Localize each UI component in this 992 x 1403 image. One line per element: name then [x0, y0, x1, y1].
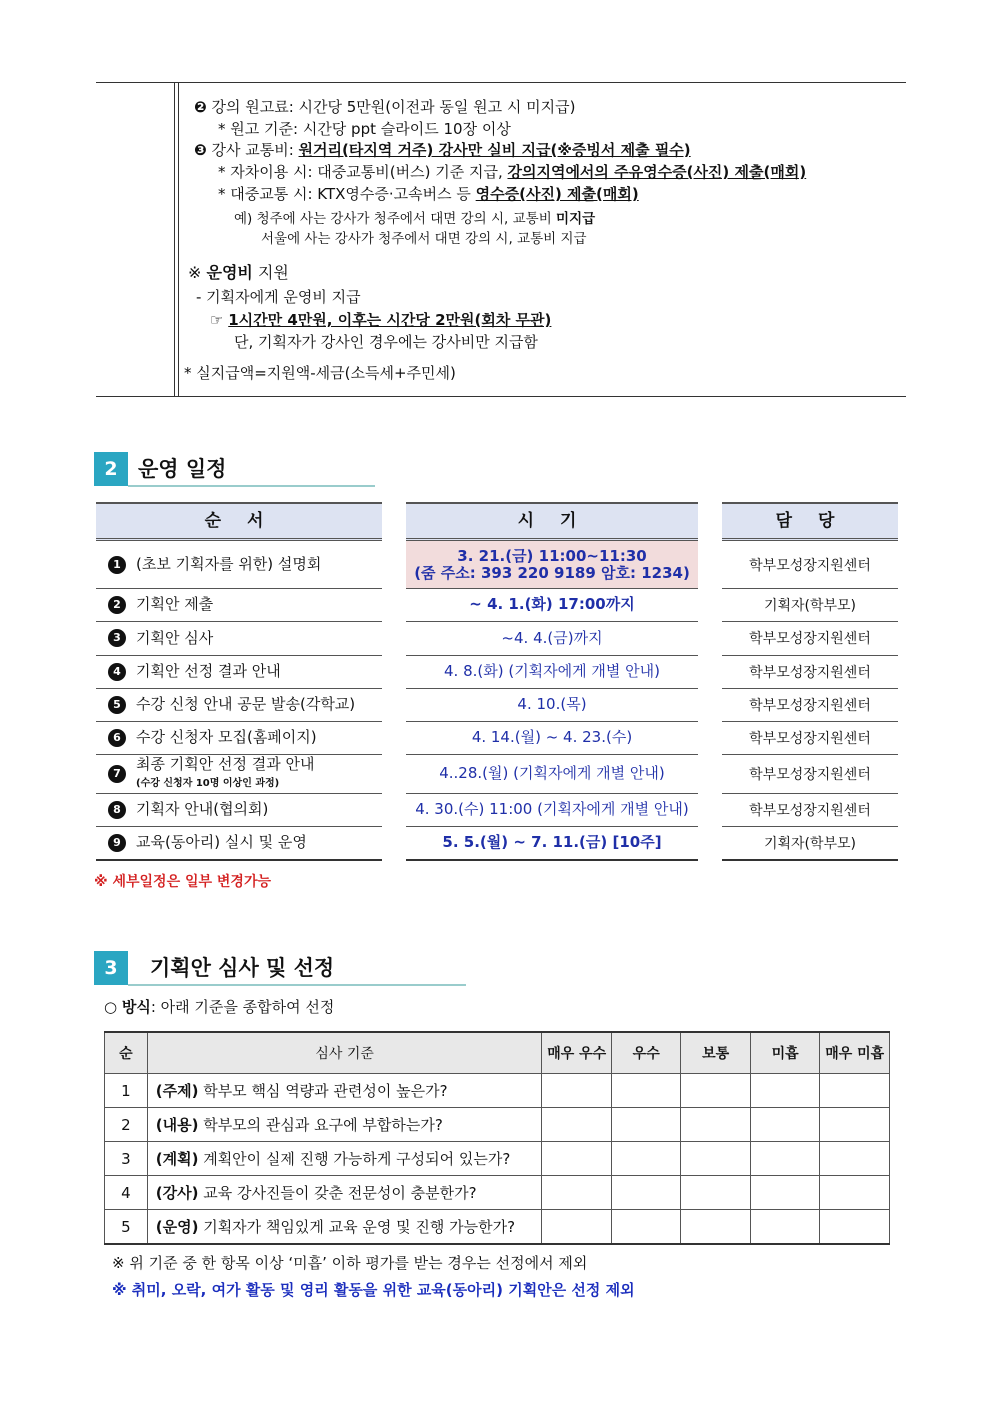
example-line-2: 서울에 사는 강사가 청주에서 대면 강의 시, 교통비 지급 — [261, 231, 587, 247]
lecture-fee-line: ❷ 강의 원고료: 시간당 5만원(이전과 동일 원고 시 미지급) — [194, 98, 576, 116]
step-number-icon: 1 — [108, 556, 126, 574]
col-average: 보통 — [681, 1032, 750, 1074]
criteria-number: 2 — [105, 1108, 148, 1142]
operating-cost-exception: 단, 기획자가 강사인 경우에는 강사비만 지급함 — [234, 333, 538, 351]
section-number: 2 — [94, 452, 128, 486]
step-number-icon: 4 — [108, 663, 126, 681]
criteria-number: 5 — [105, 1210, 148, 1245]
schedule-time — [406, 721, 698, 754]
time-label: 3. 21.(금) 11:00~11:30 — [457, 546, 647, 565]
criteria-question — [147, 1108, 542, 1142]
col-no: 순 — [105, 1032, 148, 1074]
schedule-time — [406, 621, 698, 655]
step-number-icon: 2 — [108, 596, 126, 614]
transport-fee-line: ❸ 강사 교통비: 원거리(타지역 거주) 강사만 실비 지급(※증빙서 제출 필수) — [194, 141, 691, 159]
rating-cell[interactable] — [820, 1210, 890, 1245]
criteria-tag: (운영) — [155, 1218, 199, 1236]
task-text — [136, 696, 355, 713]
task-text — [136, 663, 281, 680]
col-excellent: 매우 우수 — [542, 1032, 611, 1074]
criteria-row — [105, 1142, 890, 1176]
criteria-table — [104, 1031, 890, 1245]
schedule-time — [406, 826, 698, 859]
step-number-icon: 7 — [108, 765, 126, 783]
rating-cell[interactable] — [542, 1210, 611, 1245]
step-number-icon: 3 — [108, 629, 126, 647]
schedule-task — [96, 588, 382, 621]
rating-cell[interactable] — [542, 1142, 611, 1176]
col-good: 우수 — [611, 1032, 680, 1074]
schedule-owner: 학부모성장지원센터 — [749, 557, 871, 574]
rating-cell[interactable] — [611, 1210, 680, 1245]
col-poor: 미흡 — [750, 1032, 819, 1074]
rating-cell[interactable] — [820, 1108, 890, 1142]
time-label: 5. 5.(월) ~ 7. 11.(금) [10주] — [442, 833, 662, 851]
task-text — [136, 834, 307, 851]
schedule-time — [406, 793, 698, 826]
task-text — [136, 630, 213, 647]
marker-2: ❷ — [194, 98, 207, 116]
rating-cell[interactable] — [681, 1142, 750, 1176]
time-label: 4. 10.(목) — [517, 695, 587, 713]
criteria-tag: (주제) — [155, 1082, 199, 1100]
criteria-tag: (내용) — [155, 1116, 199, 1134]
schedule-owner: 학부모성장지원센터 — [749, 664, 871, 681]
schedule-task — [96, 721, 382, 754]
criteria-text: 학부모의 관심과 요구에 부합하는가? — [198, 1116, 443, 1134]
schedule-time — [406, 754, 698, 793]
exclusion-note: ※ 취미, 오락, 여가 활동 및 영리 활동을 위한 교육(동아리) 기획안은 선정 제외 — [112, 1281, 635, 1299]
rating-cell[interactable] — [611, 1142, 680, 1176]
public-transport-line: * 대중교통 시: KTX영수증·고속버스 등 영수증(사진) 제출(매회) — [218, 185, 639, 203]
time-label: ~4. 4.(금)까지 — [501, 628, 603, 647]
rating-cell[interactable] — [542, 1108, 611, 1142]
rating-cell[interactable] — [820, 1176, 890, 1210]
pointing-hand-icon: ☞ — [210, 311, 224, 329]
time-label: 4. 8.(화) (기획자에게 개별 안내) — [443, 662, 660, 680]
time-label: 4..28.(월) (기획자에게 개별 안내) — [439, 764, 665, 782]
rating-cell[interactable] — [750, 1176, 819, 1210]
step-number-icon: 5 — [108, 696, 126, 714]
rating-cell[interactable] — [750, 1074, 819, 1108]
rating-cell[interactable] — [611, 1074, 680, 1108]
selection-method: ○ 방식: 아래 기준을 종합하여 선정 — [104, 998, 335, 1016]
task-text — [136, 556, 321, 573]
rating-cell[interactable] — [750, 1108, 819, 1142]
col-header-owner: 담 당 — [722, 502, 898, 541]
title-underline — [128, 984, 466, 986]
time-label: ~ 4. 1.(화) 17:00까지 — [469, 595, 635, 613]
criteria-number: 4 — [105, 1176, 148, 1210]
criteria-text: 기획자가 책임있게 교육 운영 및 진행 가능한가? — [198, 1218, 516, 1236]
criteria-text: 교육 강사진들이 갖춘 전문성이 충분한가? — [198, 1184, 477, 1202]
schedule-time — [406, 655, 698, 688]
schedule-owner: 학부모성장지원센터 — [749, 631, 871, 647]
schedule-task — [96, 541, 382, 588]
rating-cell[interactable] — [611, 1108, 680, 1142]
schedule-note: ※ 세부일정은 일부 변경가능 — [94, 874, 271, 890]
rating-cell[interactable] — [750, 1142, 819, 1176]
col-header-time: 시 기 — [406, 502, 698, 541]
box-divider — [174, 83, 175, 396]
task-label: 기획안 선정 결과 안내 — [136, 662, 281, 680]
col-very-poor: 매우 미흡 — [820, 1032, 890, 1074]
task-label: 수강 신청 안내 공문 발송(각학교) — [136, 695, 356, 713]
operating-cost-heading: ※ 운영비 지원 — [188, 263, 289, 282]
section-title: 기획안 심사 및 선정 — [150, 956, 335, 980]
zoom-info: (줌 주소: 393 220 9189 암호: 1234) — [414, 563, 690, 582]
criteria-row — [105, 1074, 890, 1108]
task-label: 최종 기획안 선정 결과 안내 — [136, 754, 315, 773]
criteria-text: 계획안이 실제 진행 가능하게 구성되어 있는가? — [198, 1150, 511, 1168]
criteria-tag: (강사) — [155, 1184, 199, 1202]
criteria-question — [147, 1074, 542, 1108]
box-divider — [178, 83, 179, 396]
task-label: 기획안 심사 — [136, 628, 214, 647]
criteria-text: 학부모 핵심 역량과 관련성이 높은가? — [198, 1082, 448, 1100]
schedule-owner: 학부모성장지원센터 — [749, 730, 871, 747]
title-underline — [128, 485, 375, 487]
section-number: 3 — [94, 951, 128, 985]
criteria-question — [147, 1210, 542, 1245]
time-label: 4. 14.(월) ~ 4. 23.(수) — [471, 728, 633, 746]
step-number-icon: 6 — [108, 729, 126, 747]
step-number-icon: 9 — [108, 834, 126, 852]
task-label: 교육(동아리) 실시 및 운영 — [136, 833, 307, 851]
task-text — [136, 801, 268, 818]
schedule-task — [96, 826, 382, 859]
funding-info-box — [96, 82, 906, 397]
section-title: 운영 일정 — [138, 457, 227, 481]
time-label: 4. 30.(수) 11:00 (기획자에게 개별 안내) — [415, 800, 689, 818]
criteria-number: 3 — [105, 1142, 148, 1176]
rating-cell[interactable] — [681, 1074, 750, 1108]
schedule-time — [406, 588, 698, 621]
schedule-owner: 학부모성장지원센터 — [749, 802, 871, 819]
step-number-icon: 8 — [108, 801, 126, 819]
rating-cell[interactable] — [750, 1210, 819, 1245]
criteria-row — [105, 1210, 890, 1245]
schedule-time — [406, 541, 698, 588]
task-text — [136, 596, 213, 613]
schedule-owner: 학부모성장지원센터 — [749, 697, 871, 714]
schedule-owner: 기획자(학부모) — [763, 597, 857, 614]
rating-cell[interactable] — [611, 1176, 680, 1210]
schedule-owner: 학부모성장지원센터 — [749, 766, 871, 783]
task-sublabel: (수강 신청자 10명 이상인 과정) — [136, 777, 280, 789]
criteria-header-row — [105, 1032, 890, 1074]
rating-cell[interactable] — [820, 1142, 890, 1176]
car-use-line: * 자차이용 시: 대중교통비(버스) 기준 지급, 강의지역에서의 주유영수증(사진) 제출(매회) — [218, 163, 807, 181]
rating-cell[interactable] — [681, 1176, 750, 1210]
schedule-task — [96, 754, 382, 793]
schedule-task — [96, 688, 382, 721]
example-line: 예) 청주에 사는 강사가 청주에서 대면 강의 시, 교통비 미지급 — [234, 211, 596, 227]
criteria-number: 1 — [105, 1074, 148, 1108]
criteria-question — [147, 1142, 542, 1176]
rating-cell[interactable] — [542, 1074, 611, 1108]
task-text — [136, 756, 314, 792]
manuscript-criteria-line: * 원고 기준: 시간당 ppt 슬라이드 10장 이상 — [218, 120, 511, 138]
criteria-row — [105, 1108, 890, 1142]
marker-3: ❸ — [194, 141, 207, 159]
operating-cost-amount: ☞ 1시간만 4만원, 이후는 시간당 2만원(회차 무관) — [210, 311, 552, 329]
rating-cell[interactable] — [681, 1108, 750, 1142]
task-label: (초보 기획자를 위한) 설명회 — [136, 555, 322, 573]
schedule-time — [406, 688, 698, 721]
operating-cost-line: - 기획자에게 운영비 지급 — [196, 288, 361, 306]
criteria-note: ※ 위 기준 중 한 항목 이상 ‘미흡’ 이하 평가를 받는 경우는 선정에서 제외 — [112, 1254, 588, 1272]
rating-cell[interactable] — [681, 1210, 750, 1245]
col-criteria: 심사 기준 — [147, 1032, 542, 1074]
net-payment-line: * 실지급액=지원액-세금(소득세+주민세) — [184, 364, 456, 382]
task-label: 기획안 제출 — [136, 595, 214, 613]
criteria-tag: (계획) — [155, 1150, 199, 1168]
rating-cell[interactable] — [542, 1176, 611, 1210]
task-label: 기획자 안내(협의회) — [136, 800, 269, 818]
schedule-task — [96, 793, 382, 826]
schedule-task — [96, 655, 382, 688]
col-header-order: 순 서 — [96, 502, 382, 541]
schedule-task — [96, 621, 382, 655]
task-text — [136, 729, 317, 746]
rating-cell[interactable] — [820, 1074, 890, 1108]
criteria-row — [105, 1176, 890, 1210]
task-label: 수강 신청자 모집(홈페이지) — [136, 728, 317, 746]
schedule-owner: 기획자(학부모) — [763, 835, 857, 852]
criteria-question — [147, 1176, 542, 1210]
